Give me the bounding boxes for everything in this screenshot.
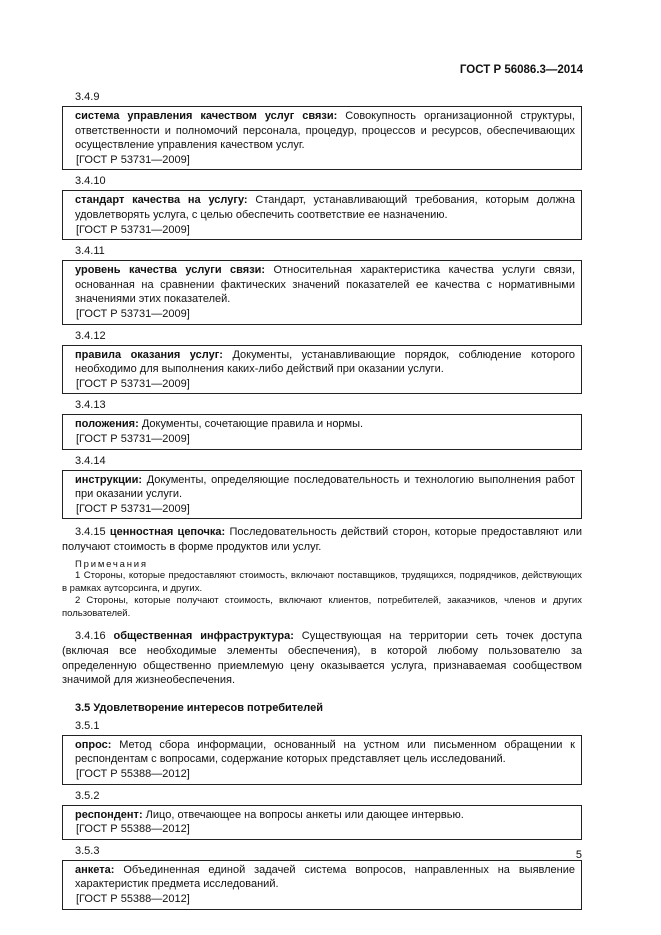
term-reference: [ГОСТ Р 55388—2012] (76, 768, 190, 781)
entry-3-4-11 (62, 243, 582, 324)
entry-3-4-12 (62, 328, 582, 395)
entry-number: 3.4.10 (75, 175, 106, 188)
entry-number: 3.4.11 (75, 245, 105, 258)
term-title: опрос: (75, 738, 112, 751)
term-definition-box (62, 190, 582, 240)
term-definition-box (62, 106, 582, 170)
notes-heading: Примечания (75, 559, 148, 571)
entry-3-4-14 (62, 453, 582, 520)
term-definition: Стандарт, устанавливающий требования, которым должна удовлетворять услуга, с целью обеспечить соответствие ее назначению. (75, 194, 575, 221)
paragraph-text: Существующая на территории сеть точек доступа (включая все необходимые элементы обеспечения), в которой любому пользователю за определенную общественно приемлемую цену оказывается услуга, признаваемая сообществом значимой для жизнеобеспечения. (62, 630, 582, 687)
term-title: ценностная цепочка: (109, 526, 226, 539)
entry-number: 3.4.14 (75, 454, 106, 467)
term-definition: Документы, устанавливающие порядок, соблюдение которого необходимо для выполнения каких-либо действий при оказании услуги. (75, 348, 575, 376)
term-reference: [ГОСТ Р 53731—2009] (76, 223, 190, 236)
term-reference: [ГОСТ Р 53731—2009] (76, 307, 190, 320)
paragraph-number: 3.4.15 (75, 526, 106, 539)
note-item: 2 Стороны, которые получают стоимость, включают клиентов, потребителей, заказчиков, членов и других пользователей. (62, 595, 582, 619)
term-definition-box (62, 470, 582, 520)
section-heading: 3.5 Удовлетворение интересов потребителей (75, 701, 323, 714)
term-definition: Совокупность организационной структуры, ответственности и полномочий персонала, процедур, процессов и ресурсов, обеспечивающих осуществление управления качеством услуг. (75, 110, 575, 152)
term-definition: Относительная характеристика качества услуги связи, основанная на сравнении фактических значений показателей ее качества с нормативными значениями этих показателей. (75, 264, 575, 306)
term-title: положения: (75, 418, 139, 431)
term-title: система управления качеством услуг связи: (75, 110, 338, 122)
term-title: правила оказания услуг: (75, 348, 223, 361)
paragraph-3-4-16 (62, 629, 582, 687)
term-title: инструкции: (75, 473, 143, 486)
entry-3-5-1 (62, 718, 582, 785)
term-reference: [ГОСТ Р 53731—2009] (76, 377, 190, 390)
entry-number: 3.4.12 (75, 329, 106, 342)
term-title: стандарт качества на услугу: (75, 194, 248, 207)
term-reference: [ГОСТ Р 53731—2009] (76, 432, 190, 445)
page-content (62, 89, 582, 913)
entry-number: 3.5.3 (75, 844, 100, 857)
entry-3-4-9 (62, 89, 582, 170)
term-definition-box (62, 805, 582, 840)
term-definition-box (62, 735, 582, 785)
term-definition: Документы, сочетающие правила и нормы. (138, 418, 364, 431)
entry-3-4-10 (62, 173, 582, 240)
term-definition-box (62, 860, 582, 910)
entry-number: 3.4.13 (75, 399, 106, 412)
entry-3-5-2 (62, 788, 582, 840)
term-title: уровень качества услуги связи: (75, 264, 266, 277)
term-reference: [ГОСТ Р 55388—2012] (76, 893, 190, 905)
term-title: общественная инфраструктура: (113, 630, 294, 643)
paragraph-3-4-15 (62, 525, 582, 554)
entry-3-4-13 (62, 397, 582, 449)
entry-number: 3.5.2 (75, 789, 100, 802)
term-reference: [ГОСТ Р 53731—2009] (76, 502, 190, 515)
page-number: 5 (575, 849, 582, 861)
term-title: анкета: (75, 863, 115, 876)
entry-number: 3.4.9 (75, 91, 100, 103)
term-reference: [ГОСТ Р 53731—2009] (76, 153, 190, 166)
term-reference: [ГОСТ Р 55388—2012] (76, 823, 190, 836)
term-title: респондент: (75, 808, 143, 821)
term-definition-box (62, 414, 582, 449)
paragraph-text: Последовательность действий сторон, которые предоставляют или получают стоимость в форме продуктов или услуг. (62, 526, 582, 553)
term-definition: Метод сбора информации, основанный на устном или письменном обращении к респондентам с вопросами, содержание которых представляет цель исследований. (75, 738, 575, 766)
entry-number: 3.5.1 (75, 719, 100, 732)
document-id-header: ГОСТ Р 56086.3—2014 (459, 64, 583, 76)
paragraph-number: 3.4.16 (75, 630, 106, 643)
note-item: 1 Стороны, которые предоставляют стоимость, включают поставщиков, трудящихся, подрядчиков, действующих в рамках аутсорсинга, и других. (62, 570, 582, 594)
term-definition-box (62, 345, 582, 395)
term-definition: Документы, определяющие последовательность и технологию выполнения работ при оказании услуги. (75, 473, 575, 501)
term-definition: Объединенная единой задачей система вопросов, направленных на выявление характеристик предмета исследований. (75, 863, 575, 891)
entry-3-5-3 (62, 843, 582, 910)
term-definition-box (62, 260, 582, 324)
term-definition: Лицо, отвечающее на вопросы анкеты или дающее интервью. (142, 808, 464, 821)
